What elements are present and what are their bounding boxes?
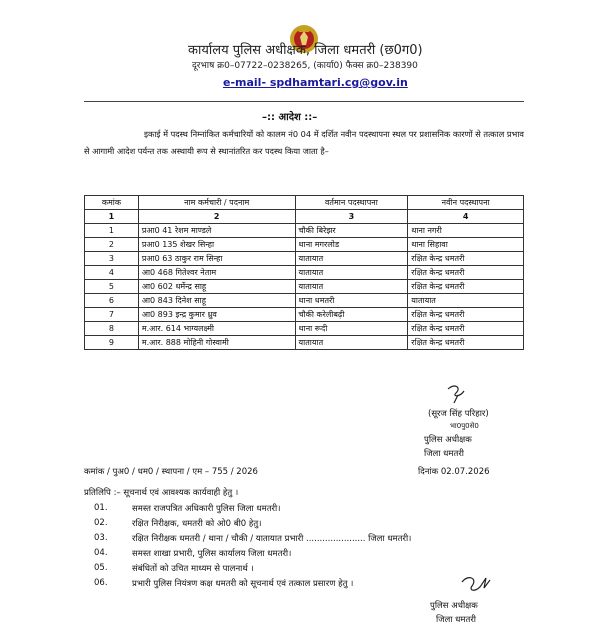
table-row <box>85 280 524 294</box>
signatory-designation: पुलिस अधीक्षक <box>424 435 472 445</box>
order-date: दिनांक 02.07.2026 <box>418 467 490 477</box>
row-serial: 3 <box>85 252 139 266</box>
row-current: यातायात <box>295 280 408 294</box>
row-new: थाना सिहावा <box>408 238 524 252</box>
row-new: थाना नगरी <box>408 224 524 238</box>
copy-number: 06. <box>94 578 108 588</box>
copy-heading: प्रतिलिपि :– सूचनार्थ एवं आवश्यक कार्यवाही हेतु । <box>84 488 239 498</box>
signatory-name: (सूरज सिंह परिहार) <box>428 409 489 419</box>
order-paragraph-text: इकाई में पदस्थ निम्नांकित कर्मचारियों को कालम नं0 04 में दर्शित नवीन पदस्थापना स्थल पर प्रशासनिक कारणों से तत्काल प्रभाव से आगामी आदेश पर्यन्त तक अस्थायी रूप से स्थानांतरित कर पदस्थ किया जाता है– <box>84 129 524 156</box>
copy-text: प्रभारी पुलिस नियंत्रण कक्ष धमतरी को सूचनार्थ एवं तत्काल प्रसारण हेतु । <box>132 579 354 589</box>
row-employee: आ0 602 धर्मेन्द्र साहू <box>138 280 295 294</box>
col-num-2: 2 <box>138 210 295 224</box>
order-title: –:: आदेश ::– <box>262 112 318 123</box>
row-employee: प्रआ0 41 रेशम माण्डले <box>138 224 295 238</box>
header-new-posting: नवीन पदस्थापना <box>408 196 524 210</box>
col-num-1: 1 <box>85 210 139 224</box>
row-new: रक्षित केन्द्र धमतरी <box>408 266 524 280</box>
transfer-table <box>84 195 524 350</box>
row-serial: 6 <box>85 294 139 308</box>
table-header-row <box>85 196 524 210</box>
copy-number: 05. <box>94 563 108 573</box>
table-row <box>85 294 524 308</box>
signatory-rank: भा0पु0से0 <box>450 422 479 430</box>
reference-number: कमांक / पुअ0 / धम0 / स्थापना / एम – 755 / 2026 <box>84 467 258 477</box>
row-current: यातायात <box>295 266 408 280</box>
header-divider <box>84 101 524 102</box>
row-employee: आ0 893 इन्द्र कुमार ध्रुव <box>138 308 295 322</box>
table-row <box>85 266 524 280</box>
row-new: रक्षित केन्द्र धमतरी <box>408 280 524 294</box>
row-employee: म.आर. 888 मोहिनी गोस्वामी <box>138 336 295 350</box>
copy-text: संबंधितों को उचित माध्यम से पालनार्थ । <box>132 564 254 574</box>
copy-text: समस्त राजपत्रित अधिकारी पुलिस जिला धमतरी। <box>132 504 281 514</box>
row-employee: प्रआ0 135 शेखर सिन्हा <box>138 238 295 252</box>
signatory-district: जिला धमतरी <box>424 449 465 459</box>
copy-text: समस्त शाखा प्रभारी, पुलिस कार्यालय जिला धमतरी। <box>132 549 292 559</box>
header-serial: कमांक <box>85 196 139 210</box>
email-link[interactable]: e-mail- spdhamtari.cg@gov.in <box>223 76 408 89</box>
table-row <box>85 238 524 252</box>
row-current: यातायात <box>295 336 408 350</box>
col-num-3: 3 <box>295 210 408 224</box>
copy-number: 04. <box>94 548 108 558</box>
copy-number: 02. <box>94 518 108 528</box>
bottom-signatory-designation: पुलिस अधीक्षक <box>430 601 478 611</box>
table-row <box>85 336 524 350</box>
row-current: थाना मगरलोड <box>295 238 408 252</box>
row-serial: 7 <box>85 308 139 322</box>
signature-icon <box>440 383 480 405</box>
row-new: रक्षित केन्द्र धमतरी <box>408 336 524 350</box>
table-column-number-row <box>85 210 524 224</box>
row-current: चौकी बिरेझर <box>295 224 408 238</box>
row-serial: 5 <box>85 280 139 294</box>
row-employee: आ0 843 दिनेश साहू <box>138 294 295 308</box>
header-name: नाम कर्मचारी / पदनाम <box>138 196 295 210</box>
bottom-signatory-district: जिला धमतरी <box>436 615 477 625</box>
row-new: यातायात <box>408 294 524 308</box>
copy-number: 01. <box>94 503 108 513</box>
row-current: थाना धमतरी <box>295 294 408 308</box>
row-new: रक्षित केन्द्र धमतरी <box>408 252 524 266</box>
row-employee: आ0 468 गितेश्वर नेताम <box>138 266 295 280</box>
copy-number: 03. <box>94 533 108 543</box>
row-new: रक्षित केन्द्र धमतरी <box>408 308 524 322</box>
row-serial: 4 <box>85 266 139 280</box>
row-current: चौकी करेलीबढ़ी <box>295 308 408 322</box>
row-serial: 2 <box>85 238 139 252</box>
copy-text: रक्षित निरीक्षक, धमतरी को ओ0 बी0 हेतु। <box>132 519 262 529</box>
signature-icon <box>456 574 500 600</box>
row-serial: 9 <box>85 336 139 350</box>
row-serial: 8 <box>85 322 139 336</box>
office-title: कार्यालय पुलिस अधीक्षक, जिला धमतरी (छ0ग0) <box>188 43 423 58</box>
row-employee: प्रआ0 63 ठाकुर राम सिन्हा <box>138 252 295 266</box>
col-num-4: 4 <box>408 210 524 224</box>
row-serial: 1 <box>85 224 139 238</box>
row-current: यातायात <box>295 252 408 266</box>
table-row <box>85 308 524 322</box>
order-paragraph <box>84 126 524 160</box>
row-current: थाना रूदी <box>295 322 408 336</box>
row-employee: म.आर. 614 भाग्यलक्ष्मी <box>138 322 295 336</box>
phone-fax-line: दूरभाष क्र0–07722–0238265, (कार्या0) फैक्स क्र0–238390 <box>192 61 418 71</box>
copy-text: रक्षित निरीक्षक धमतरी / थाना / चौकी / यातायात प्रभारी ...................... जिला धमतरी। <box>132 534 412 544</box>
header-current-posting: वर्तमान पदस्थापना <box>295 196 408 210</box>
table-row <box>85 224 524 238</box>
table-row <box>85 322 524 336</box>
row-new: रक्षित केन्द्र धमतरी <box>408 322 524 336</box>
table-row <box>85 252 524 266</box>
